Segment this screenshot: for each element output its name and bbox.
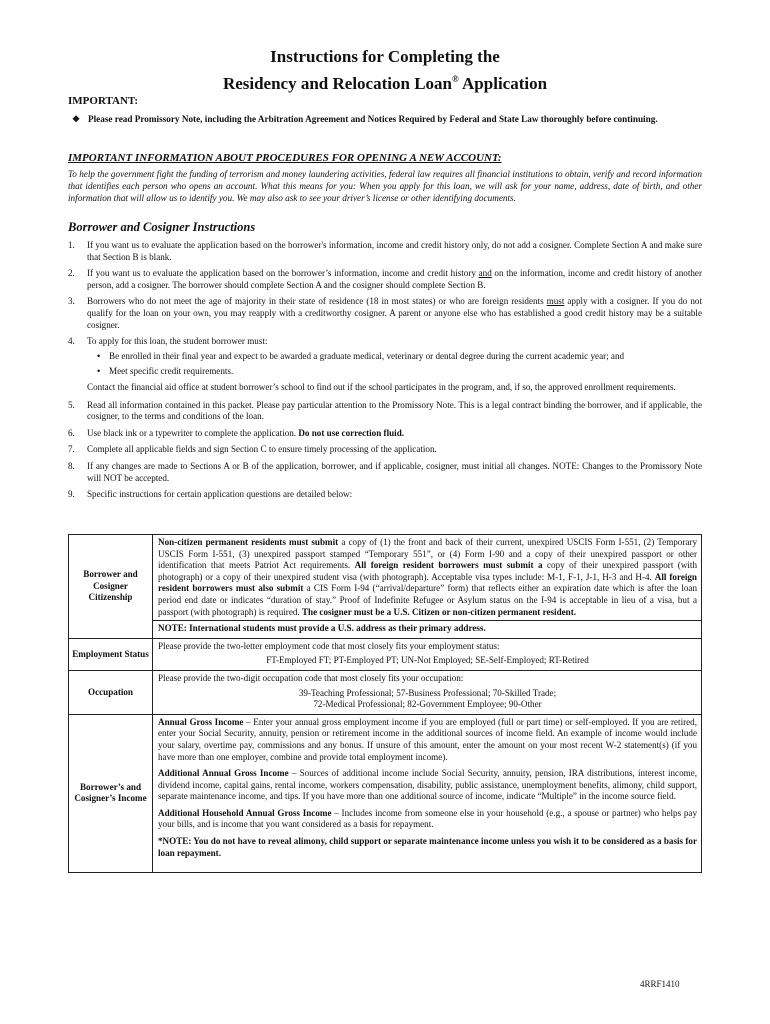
row-label-citizenship: Borrower and Cosigner Citizenship <box>69 535 153 639</box>
registered-mark: ® <box>451 74 459 84</box>
list-item: 5. Read all information contained in this packet. Please pay particular attention to the Promissory Note. This is a legal contract binding the borrower, and if applicable, the cosigner, to the terms and conditions of the loan. <box>68 399 702 422</box>
application-instructions-table <box>68 534 702 873</box>
citizenship-content: Non-citizen permanent residents must submit a copy of (1) the front and back of their current, unexpired USCIS Form I-551, (2) Temporary USCIS Form I-551, (3) unexpired passport stamped “Temporary 551”, or (4) Form I-90 and a copy of their unexpired passport or other identification that meets Patriot Act requirements. All foreign resident borrowers must submit a copy of their unexpired passport (with photograph) or a copy of their unexpired student visa (with photograph). Acceptable visa types include: M-1, F-1, J-1, H-3 and H-4. All foreign resident borrowers must also submit a CIS Form I-94 (“arrival/departure” form) that reflects either an expiration date which is after the loan period end date or indicates “duration of stay.” Proof of Indefinite Refugee or Asylum status on the I-94 is acceptable in lieu of a visa, but a passport (with photograph) is required. The cosigner must be a U.S. Citizen or non-citizen permanent resident. NOTE: International students must provide a U.S. address as their primary address. <box>153 535 702 639</box>
diamond-bullet-icon: ❖ <box>72 114 81 124</box>
additional-income-para: Additional Annual Gross Income – Sources of additional income include Social Security, annuity, pension, IRA distributions, interest income, dividend income, capital gains, rental income, workers compensation, disability, public assistance, unemployment benefits, alimony, child support, separate maintenance income, and tips. If you have more than one additional source of income, indicate “Multiple” in the income source field. <box>158 768 698 802</box>
page-title-line-2 <box>0 68 770 95</box>
row-label-employment: Employment Status <box>69 638 153 670</box>
page-title-line-1: Instructions for Completing the <box>270 47 500 66</box>
income-note: *NOTE: You do not have to reveal alimony, child support or separate maintenance income unless you wish it to be considered as a basis for loan repayment. <box>158 836 697 858</box>
table-row-employment <box>69 638 702 670</box>
annual-gross-income-para: Annual Gross Income – Enter your annual gross employment income if you are employed (full or part time) or self-employed. If you are retired, enter your Social Security, annuity, pension or retirement income in the additional sources of income field. An example of income would include your salary, overtime pay, commissions and any bonus. If unsure of this amount, enter the amount on your most recent W-2 statement(s) (if you have more than one employer, combine and provide total employment income). <box>158 716 697 762</box>
row-label-occupation: Occupation <box>69 670 153 714</box>
list-item: 3. Borrowers who do not meet the age of majority in their state of residence (18 in most states) or who are foreign residents must apply with a cosigner. If you do not qualify for the loan on your own, you may reapply with a creditworthy cosigner. A parent or anyone else who has established a good credit history may be a suitable cosigner. <box>68 296 703 330</box>
contact-note: Contact the financial aid office at student borrower’s school to find out if the school participates in the program, and, if so, the approved enrollment requirements. <box>87 381 676 392</box>
list-item: 9. Specific instructions for certain application questions are detailed below: <box>68 489 353 500</box>
list-item: 6. Use black ink or a typewriter to complete the application. Do not use correction fluid. <box>68 427 405 438</box>
table-row-income <box>69 714 702 873</box>
citizenship-note: NOTE: International students must provide a U.S. address as their primary address. <box>158 623 486 634</box>
household-income-para: Additional Household Annual Gross Income – Includes income from someone else in your household (e.g., a spouse or partner) who helps pay your bills, and is income that you want considered as a basis for repayment. <box>158 807 697 830</box>
employment-content: Please provide the two-letter employment code that most closely fits your employment status: FT-Employed FT; PT-Employed PT; UN-Not Employed; SE-Self-Employed; RT-Retired <box>153 638 702 670</box>
form-code: 4RRF1410 <box>640 979 680 989</box>
table-row-occupation <box>69 670 702 714</box>
list-item: 8. If any changes are made to Sections A or B of the application, borrower, and if applicable, cosigner, must initial all changes. NOTE: Changes to the Promissory Note will NOT be accepted. <box>68 460 702 483</box>
instructions-heading: Borrower and Cosigner Instructions <box>68 220 256 234</box>
list-item: 2. If you want us to evaluate the application based on the borrower’s information, income and credit history and on the information, income and credit history of another person, add a cosigner. The borrower should complete Section A and the cosigner should complete Section B. <box>68 268 702 290</box>
list-item: 7. Complete all applicable fields and sign Section C to ensure timely processing of the application. <box>68 444 437 455</box>
title-product-name: Residency and Relocation Loan <box>222 74 452 93</box>
account-info-heading: IMPORTANT INFORMATION ABOUT PROCEDURES FOR OPENING A NEW ACCOUNT: <box>68 152 502 164</box>
bullet-item: • Be enrolled in their final year and expect to be awarded a graduate medical, veterinary or dental degree during the current academic year; and <box>97 350 625 361</box>
divider <box>153 620 701 621</box>
important-label: IMPORTANT: <box>68 95 139 107</box>
bullet-item: • Meet specific credit requirements. <box>97 366 234 377</box>
occupation-codes-1: 39-Teaching Professional; 57-Business Professional; 70-Skilled Trade; <box>298 687 557 698</box>
list-item: 1. If you want us to evaluate the application based on the borrower's information, income and credit history only, do not add a cosigner. Complete Section A and make sure that Section B is blank. <box>68 240 702 262</box>
row-label-income: Borrower’s and Cosigner’s Income <box>69 714 153 873</box>
income-content <box>153 714 702 873</box>
title-suffix: Application <box>458 74 548 93</box>
occupation-codes-2: 72-Medical Professional; 82-Government Employee; 90-Other <box>313 699 542 710</box>
table-row-citizenship <box>69 535 702 639</box>
account-info-body: To help the government fight the funding of terrorism and money laundering activities, federal law requires all financial institutions to obtain, verify and record information that identifies each person who opens an account. What this means for you: When you apply for this loan, we will ask for your name, address, date of birth, and other information that will allow us to identify you. We may also ask to see your driver’s license or other identifying documents. <box>68 169 702 203</box>
occupation-content: Please provide the two-digit occupation code that most closely fits your occupation: 39-Teaching Professional; 57-Business Professional; 70-Skilled Trade; 72-Medical Professional; 82-Government Employee; 90-Other <box>153 670 702 714</box>
instructions-list <box>68 240 702 506</box>
list-item: 4. To apply for this loan, the student borrower must: <box>68 336 268 347</box>
employment-codes: FT-Employed FT; PT-Employed PT; UN-Not Employed; SE-Self-Employed; RT-Retired <box>266 655 589 666</box>
important-notice-text: Please read Promissory Note, including the Arbitration Agreement and Notices Required by Federal and State Law thoroughly before continuing. <box>88 114 658 124</box>
important-notice <box>72 113 702 125</box>
